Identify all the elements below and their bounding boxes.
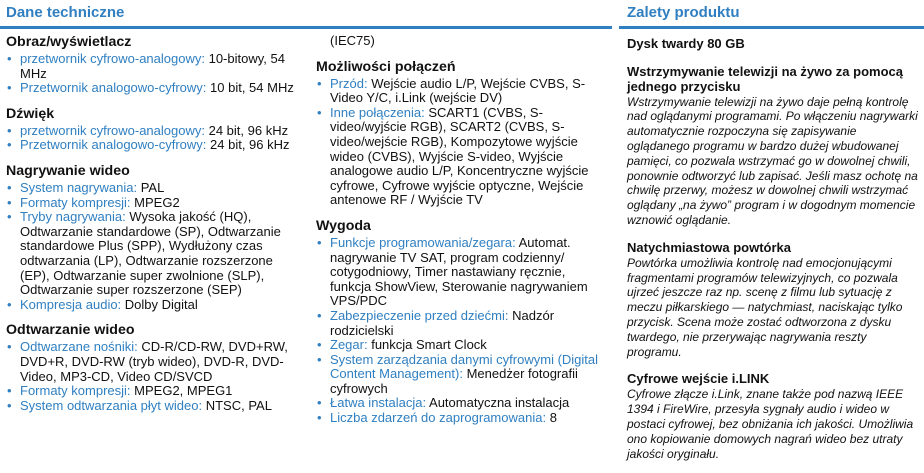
specs-header — [0, 0, 612, 29]
spec-item: • Łatwa instalacja: Automatyczna instalacja — [316, 396, 606, 411]
spec-item: • Funkcje programowania/zegara: Automat. nagrywanie TV SAT, program codzienny/ cotygodniowy, Timer nastawiany ręcznie, funkcja ShowView, Sterowanie nagrywaniem VPS/PDC — [316, 236, 606, 309]
spec-item: • Formaty kompresji: MPEG2 — [6, 196, 306, 211]
feature-text: Cyfrowe złącze i.Link, znane także pod nazwą IEEE 1394 i FireWire, przesyła sygnały audio i wideo w postaci cyfrowej, bez obniżania ich jakości. Umożliwia ono kopiowanie domowych nagrań wideo bez utraty jakości oryginału. — [627, 387, 914, 461]
spec-item: • Przetwornik analogowo-cyfrowy: 10 bit, 54 MHz — [6, 81, 306, 96]
spec-item: • Formaty kompresji: MPEG2, MPEG1 — [6, 384, 306, 399]
spec-item: • Zegar: funkcja Smart Clock — [316, 338, 606, 353]
spec-item: • Zabezpieczenie przed dziećmi: Nadzór rodzicielski — [316, 309, 606, 338]
spec-item: • Przetwornik analogowo-cyfrowy: 24 bit, 96 kHz — [6, 138, 306, 153]
benefits-header — [619, 0, 924, 29]
section-title: Możliwości połączeń — [316, 58, 456, 75]
continuation-text: (IEC75) — [330, 33, 375, 48]
spec-item: • przetwornik cyfrowo-analogowy: 10-bitowy, 54 MHz — [6, 52, 306, 81]
spec-item: • przetwornik cyfrowo-analogowy: 24 bit, 96 kHz — [6, 124, 306, 139]
spec-item: • Przód: Wejście audio L/P, Wejście CVBS, S-Video Y/C, i.Link (wejście DV) — [316, 77, 606, 106]
spec-item: • System nagrywania: PAL — [6, 181, 306, 196]
section-title: Dźwięk — [6, 105, 55, 122]
section-title: Nagrywanie wideo — [6, 162, 130, 179]
section-title: Obraz/wyświetlacz — [6, 34, 132, 50]
feature-title: Natychmiastowa powtórka — [627, 239, 791, 255]
feature-text: Wstrzymywanie telewizji na żywo daje pełną kontrolę nad oglądanymi programami. Po włączeniu nagrywarki automatycznie rozpoczyna się zapisywanie oglądanego programu w bardzo dużej wbudowanej pamięci, co pozwala wstrzymać go w dowolnej chwili, ponownie odtworzyć lub zapisać. Jeśli masz ochotę na chwilę przerwy, możesz w dowolnej chwili wstrzymać oglądany „na żywo” program i w dogodnym momencie wznowić oglądanie. — [627, 94, 918, 227]
spec-item: • System odtwarzania płyt wideo: NTSC, PAL — [6, 399, 306, 414]
section-title: Wygoda — [316, 217, 371, 234]
benefits-column — [627, 34, 921, 461]
disk-capacity: Dysk twardy 80 GB — [627, 36, 745, 51]
feature-title: Cyfrowe wejście i.LINK — [627, 371, 770, 387]
section-title: Odtwarzanie wideo — [6, 322, 135, 339]
spec-item: • Liczba zdarzeń do zaprogramowania: 8 — [316, 411, 606, 426]
spec-item: • Odtwarzane nośniki: CD-R/CD-RW, DVD+RW, DVD+R, DVD-RW (tryb wideo), DVD-R, DVD-Video, MP3-CD, Video CD/SVCD — [6, 340, 306, 384]
spec-item: • System zarządzania danymi cyfrowymi (Digital Content Management): Menedżer fotografii cyfrowych — [316, 353, 606, 397]
spec-item: • Inne połączenia: SCART1 (CVBS, S-video/wyjście RGB), SCART2 (CVBS, S-video/wejście RGB), Kompozytowe wyjście wideo (CVBS), Wyjście S-video, Wyjście analogowe audio L/P, Koncentryczne wyjście cyfrowe, Cyfrowe wyjście optyczne, Wejście antenowe RF / Wyjście TV — [316, 106, 606, 208]
spec-item: • Kompresja audio: Dolby Digital — [6, 298, 306, 313]
specs-column-1 — [6, 34, 306, 413]
benefits-title: Zalety produktu — [627, 4, 740, 21]
specs-column-2 — [316, 34, 606, 426]
feature-title: Wstrzymywanie telewizji na żywo za pomocą jednego przycisku — [627, 63, 903, 94]
spec-item: • Tryby nagrywania: Wysoka jakość (HQ), Odtwarzanie standardowe (SP), Odtwarzanie standardowe Plus (SPP), Wydłużony czas odtwarzania (LP), Odtwarzanie rozszerzone (EP), Odtwarzanie super zwolnione (SLP), Odtwarzanie super rozszerzone (SEP) — [6, 210, 306, 298]
feature-text: Powtórka umożliwia kontrolę nad emocjonującymi fragmentami programów telewizyjnych, co pozwala ujrzeć jeszcze raz np. scenę z filmu lub sytuację z meczu piłkarskiego — natychmiast, naciskając tylko przycisk. Scena może zostać odtworzona z dysku twardego, nie przerywając nagrywania reszty programu. — [627, 255, 903, 359]
specs-title: Dane techniczne — [6, 4, 125, 21]
